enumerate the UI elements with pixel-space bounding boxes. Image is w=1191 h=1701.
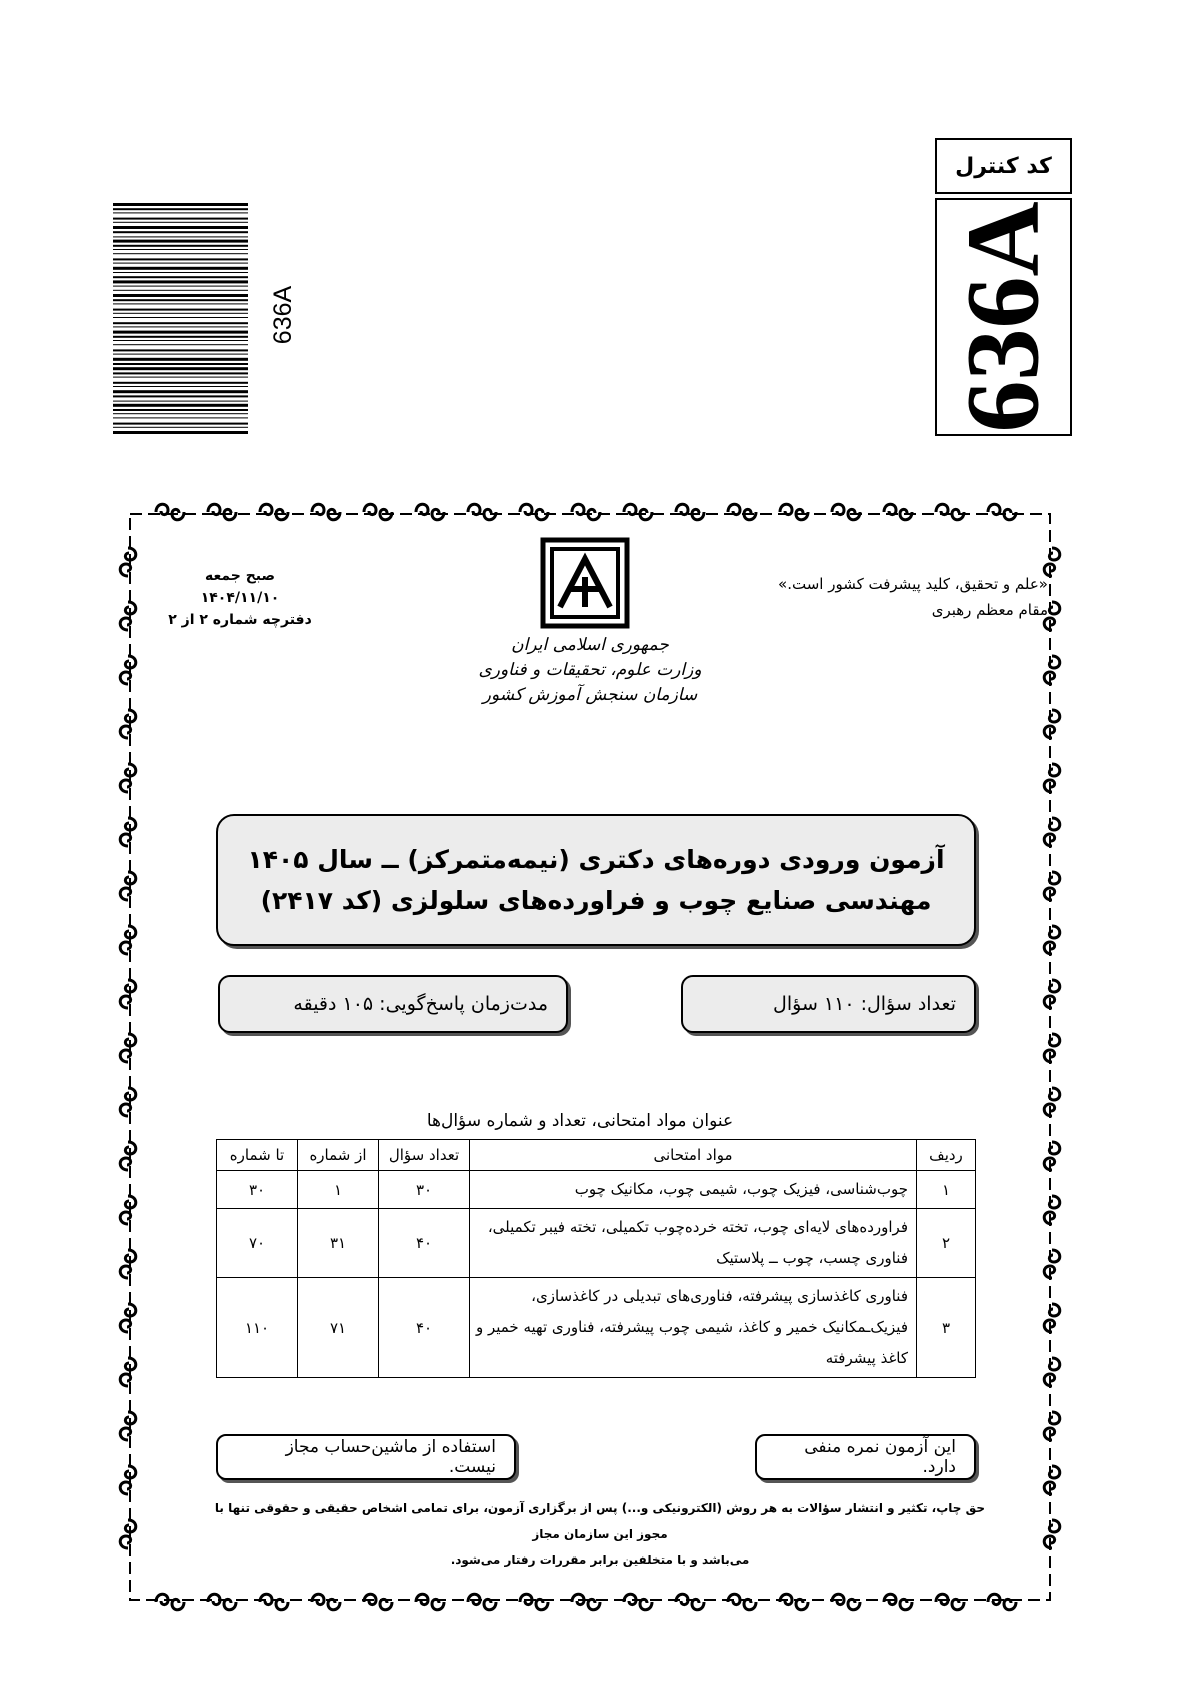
- ornament-scroll: [208, 504, 236, 520]
- ornament-scroll: [624, 504, 652, 520]
- ornament-scroll: [988, 1594, 1016, 1610]
- cell-from: ۱: [298, 1171, 379, 1209]
- barcode-bar: [113, 249, 248, 250]
- ornament-scroll: [728, 1594, 756, 1610]
- barcode-bar: [113, 280, 248, 283]
- ornament-scroll: [416, 1594, 444, 1610]
- ornament-scroll: [1044, 1250, 1060, 1278]
- org-line-3: سازمان سنجش آموزش کشور: [482, 685, 698, 705]
- ornament-scroll: [1044, 818, 1060, 846]
- ornament-scroll: [120, 1034, 136, 1062]
- ornament-scroll: [468, 1594, 496, 1610]
- ornament-scroll: [120, 1412, 136, 1440]
- barcode-bar: [113, 340, 248, 341]
- col-row: ردیف: [917, 1140, 976, 1171]
- exam-field: مهندسی صنایع چوب و فراورده‌های سلولزی (کد ۲۴۱۷): [260, 886, 932, 915]
- copyright-notice: [205, 1495, 995, 1573]
- ornament-scroll: [120, 764, 136, 792]
- exam-title-box: [216, 814, 976, 946]
- ornament-scroll: [120, 1520, 136, 1548]
- ornament-scroll: [936, 504, 964, 520]
- ornament-scroll: [520, 1594, 548, 1610]
- barcode-bar: [113, 395, 248, 397]
- barcode-bar: [113, 313, 248, 314]
- control-code: 636A: [945, 201, 1061, 433]
- barcode-bar: [113, 222, 248, 223]
- ornament-scroll: [676, 504, 704, 520]
- barcode-bar: [113, 377, 248, 378]
- cell-row: ۲: [917, 1209, 976, 1278]
- subjects-table: [216, 1139, 976, 1378]
- table-row: [217, 1209, 976, 1278]
- ornament-scroll: [120, 548, 136, 576]
- organization-names: [430, 635, 750, 710]
- barcode-bar: [113, 372, 248, 374]
- ornament-scroll: [416, 504, 444, 520]
- cell-to: ۷۰: [217, 1209, 298, 1278]
- ornament-scroll: [1044, 926, 1060, 954]
- barcode-bar: [113, 326, 248, 327]
- ornament-scroll: [156, 1594, 184, 1610]
- barcode-bar: [113, 409, 248, 411]
- cell-subject: فراورده‌های لایه‌ای چوب، تخته خرده‌چوب تکمیلی، تخته فیبر تکمیلی، فناوری چسب، چوب ــ پلاستیک: [470, 1209, 917, 1278]
- ornament-scroll: [120, 1358, 136, 1386]
- table-header-row: [217, 1140, 976, 1171]
- barcode-bar: [113, 423, 248, 425]
- barcode-bar: [113, 267, 248, 270]
- ornament-scroll: [120, 1304, 136, 1332]
- cell-count: ۴۰: [379, 1209, 470, 1278]
- exam-session: صبح جمعه: [204, 568, 276, 584]
- ornament-scroll: [572, 1594, 600, 1610]
- cell-row: ۱: [917, 1171, 976, 1209]
- calculator-note: [216, 1434, 516, 1480]
- ornament-scroll: [884, 1594, 912, 1610]
- cell-from: ۷۱: [298, 1278, 379, 1378]
- ornament-scroll: [884, 504, 912, 520]
- ornament-scroll: [120, 1142, 136, 1170]
- barcode-bar: [113, 299, 248, 301]
- barcode-text: 636A: [269, 285, 297, 345]
- cell-row: ۳: [917, 1278, 976, 1378]
- ornament-scroll: [120, 980, 136, 1008]
- cell-subject: چوب‌شناسی، فیزیک چوب، شیمی چوب، مکانیک چوب: [470, 1171, 917, 1209]
- barcode-bar: [113, 322, 248, 324]
- quote-text: «علم و تحقیق، کلید پیشرفت کشور است.»: [778, 575, 1048, 593]
- barcode-bar: [113, 382, 248, 384]
- ornament-scroll: [1044, 548, 1060, 576]
- barcode-bar: [113, 363, 248, 365]
- barcode-bar: [113, 236, 248, 237]
- ornament-scroll: [780, 504, 808, 520]
- ornament-scroll: [572, 504, 600, 520]
- negative-marking-note: [755, 1434, 976, 1480]
- barcode-bar: [113, 212, 248, 213]
- ornament-scroll: [120, 656, 136, 684]
- organization-logo: [540, 537, 630, 629]
- table-row: [217, 1278, 976, 1378]
- exam-date-block: [160, 568, 320, 634]
- barcode-bar: [113, 286, 248, 287]
- barcode-bar: [113, 413, 248, 414]
- copyright-line-1: حق چاپ، تکثیر و انتشار سؤالات به هر روش (الکترونیکی و...) پس از برگزاری آزمون، برای تمامی اشخاص حقیقی و حقوقی تنها با مجوز این سازمان مجاز: [214, 1501, 986, 1541]
- barcode-bar: [113, 294, 248, 297]
- barcode: [113, 203, 248, 435]
- ornament-scroll: [364, 504, 392, 520]
- ornament-scroll: [120, 818, 136, 846]
- ornament-scroll: [1044, 1142, 1060, 1170]
- ornament-scroll: [208, 1594, 236, 1610]
- barcode-bar: [113, 226, 248, 229]
- barcode-bar: [113, 303, 248, 304]
- barcode-bar: [113, 253, 248, 254]
- barcode-bar: [113, 390, 248, 393]
- cell-to: ۱۱۰: [217, 1278, 298, 1378]
- barcode-bar: [113, 263, 248, 264]
- ornament-scroll: [1044, 980, 1060, 1008]
- barcode-bar: [113, 208, 248, 210]
- copyright-line-2: می‌باشد و با متخلفین برابر مقررات رفتار می‌شود.: [450, 1553, 750, 1567]
- ornament-scroll: [1044, 1196, 1060, 1224]
- ornament-scroll: [1044, 1520, 1060, 1548]
- barcode-bar: [113, 203, 248, 206]
- ornament-scroll: [120, 1088, 136, 1116]
- barcode-bar: [113, 367, 248, 370]
- ornament-scroll: [260, 504, 288, 520]
- barcode-bar: [113, 349, 248, 351]
- ornament-scroll: [1044, 1088, 1060, 1116]
- control-code-box: [935, 198, 1072, 436]
- barcode-bar: [113, 317, 248, 318]
- exam-title: آزمون ورودی دوره‌های دکتری (نیمه‌متمرکز) ــ سال ۱۴۰۵: [247, 845, 945, 874]
- cell-count: ۳۰: [379, 1171, 470, 1209]
- org-line-1: جمهوری اسلامی ایران: [511, 635, 669, 655]
- table-row: [217, 1171, 976, 1209]
- ornament-scroll: [624, 1594, 652, 1610]
- leader-quote: [718, 575, 1048, 627]
- ornament-scroll: [312, 1594, 340, 1610]
- ornament-scroll: [120, 1466, 136, 1494]
- ornament-scroll: [120, 872, 136, 900]
- duration-box: [218, 975, 568, 1033]
- exam-date: ۱۴۰۴/۱۱/۱۰: [200, 590, 280, 606]
- ornament-scroll: [1044, 710, 1060, 738]
- duration: مدت‌زمان پاسخ‌گویی: ۱۰۵ دقیقه: [293, 993, 548, 1015]
- barcode-bar: [113, 336, 248, 338]
- ornament-scroll: [260, 1594, 288, 1610]
- barcode-bar: [113, 431, 248, 434]
- ornament-scroll: [832, 1594, 860, 1610]
- question-count-box: [681, 975, 976, 1033]
- cell-count: ۴۰: [379, 1278, 470, 1378]
- ornament-scroll: [120, 926, 136, 954]
- barcode-bar: [113, 245, 248, 247]
- ornament-scroll: [120, 1196, 136, 1224]
- barcode-bar: [113, 358, 248, 361]
- col-subject: مواد امتحانی: [470, 1140, 917, 1171]
- barcode-bar: [113, 276, 248, 278]
- cell-subject: فناوری کاغذسازی پیشرفته، فناوری‌های تبدیلی در کاغذسازی، فیزیک‌ـمکانیک خمیر و کاغذ، شیمی چوب پیشرفته، فناوری تهیه خمیر و کاغذ پیشرفته: [470, 1278, 917, 1378]
- ornament-scroll: [156, 504, 184, 520]
- col-to: تا شماره: [217, 1140, 298, 1171]
- booklet-number: دفترچه شماره ۲ از ۲: [168, 612, 312, 628]
- barcode-bar: [113, 218, 248, 220]
- ornament-scroll: [1044, 656, 1060, 684]
- ornament-scroll: [1044, 1034, 1060, 1062]
- ornament-scroll: [120, 602, 136, 630]
- org-line-2: وزارت علوم، تحقیقات و فناوری: [478, 660, 702, 680]
- ornament-scroll: [468, 504, 496, 520]
- barcode-bar: [113, 231, 248, 233]
- ornament-scroll: [312, 504, 340, 520]
- ornament-scroll: [1044, 1412, 1060, 1440]
- negative-marking-text: این آزمون نمره منفی دارد.: [804, 1437, 956, 1477]
- ornament-scroll: [1044, 764, 1060, 792]
- col-from: از شماره: [298, 1140, 379, 1171]
- ornament-scroll: [676, 1594, 704, 1610]
- question-count: تعداد سؤال: ۱۱۰ سؤال: [773, 993, 956, 1015]
- barcode-bar: [113, 354, 248, 355]
- barcode-bar: [113, 240, 248, 243]
- table-caption: عنوان مواد امتحانی، تعداد و شماره سؤال‌ها: [426, 1111, 734, 1131]
- calculator-text: استفاده از ماشین‌حساب مجاز نیست.: [285, 1437, 496, 1477]
- ornament-scroll: [364, 1594, 392, 1610]
- ornament-scroll: [1044, 1466, 1060, 1494]
- barcode-bar: [113, 386, 248, 387]
- barcode-bar: [113, 427, 248, 428]
- barcode-bar: [113, 309, 248, 311]
- barcode-bar: [113, 417, 248, 418]
- barcode-bar: [113, 331, 248, 334]
- barcode-bar: [113, 344, 248, 345]
- ornament-scroll: [520, 504, 548, 520]
- ornament-scroll: [1044, 872, 1060, 900]
- ornament-scroll: [832, 504, 860, 520]
- barcode-bar: [113, 272, 248, 273]
- quote-author: مقام معظم رهبری: [931, 601, 1048, 619]
- col-count: تعداد سؤال: [379, 1140, 470, 1171]
- cell-to: ۳۰: [217, 1171, 298, 1209]
- ornament-scroll: [780, 1594, 808, 1610]
- barcode-bar: [113, 258, 248, 260]
- ornament-scroll: [120, 1250, 136, 1278]
- ornament-scroll: [1044, 1304, 1060, 1332]
- ornament-scroll: [728, 504, 756, 520]
- cell-from: ۳۱: [298, 1209, 379, 1278]
- barcode-bar: [113, 404, 248, 407]
- ornament-scroll: [1044, 1358, 1060, 1386]
- ornament-scroll: [936, 1594, 964, 1610]
- ornament-scroll: [988, 504, 1016, 520]
- barcode-bar: [113, 401, 248, 402]
- barcode-bar: [113, 290, 248, 291]
- ornament-scroll: [120, 710, 136, 738]
- control-code-label: کد کنترل: [935, 138, 1072, 194]
